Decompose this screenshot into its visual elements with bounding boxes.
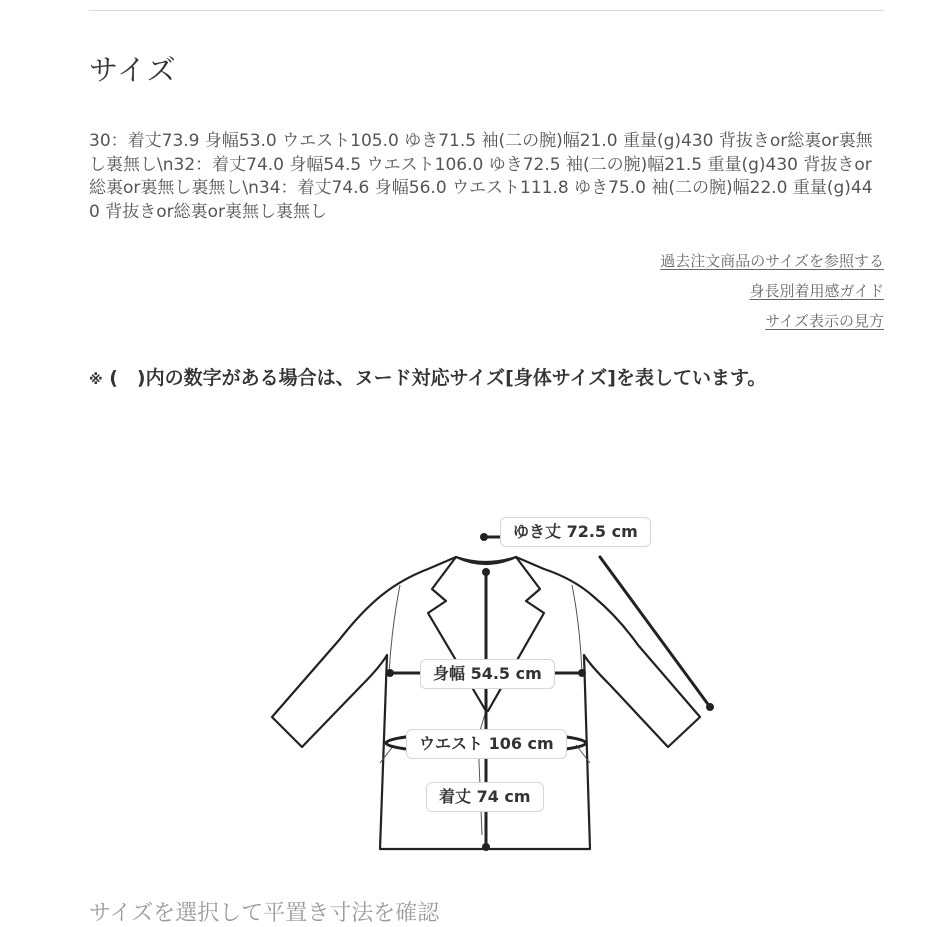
nude-size-note [89,363,766,390]
size-links [660,246,884,336]
size-spec-text: 30：着丈73.9 身幅53.0 ウエスト105.0 ゆき71.5 袖(二の腕)幅21.0 重量(g)430 背抜きor総裏or裏無し裏無し\n32：着丈74.0 身幅54.5 ウエスト106.0 ゆき72.5 袖(二の腕)幅21.5 重量(g)430 背抜きor総裏or裏無し裏無し\n34：着丈74.6 身幅56.0 ウエスト111.8 ゆき75.0 袖(二の腕)幅22.0 重量(g)440 背抜きor総裏or裏無し裏無し [89,131,873,222]
height-fit-guide-link[interactable]: 身長別着用感ガイド [749,282,884,300]
waist-measurement-label: ウエスト 106 cm [406,729,567,759]
kitake-measurement-label: 着丈 74 cm [426,782,544,812]
jacket-measurement-diagram [260,505,730,865]
yuki-measurement-label: ゆき丈 72.5 cm [500,517,651,547]
select-size-prompt: サイズを選択して平置き寸法を確認 [89,901,440,926]
note-mark: ※ [89,372,103,388]
section-title: サイズ [89,53,177,87]
top-divider [89,10,884,11]
mihaba-measurement-label: 身幅 54.5 cm [420,659,555,689]
size-display-guide-link[interactable]: サイズ表示の見方 [765,312,884,330]
note-text: ( )内の数字がある場合は、ヌード対応サイズ[身体サイズ]を表しています。 [109,367,767,389]
past-orders-size-link[interactable]: 過去注文商品のサイズを参照する [660,252,884,270]
